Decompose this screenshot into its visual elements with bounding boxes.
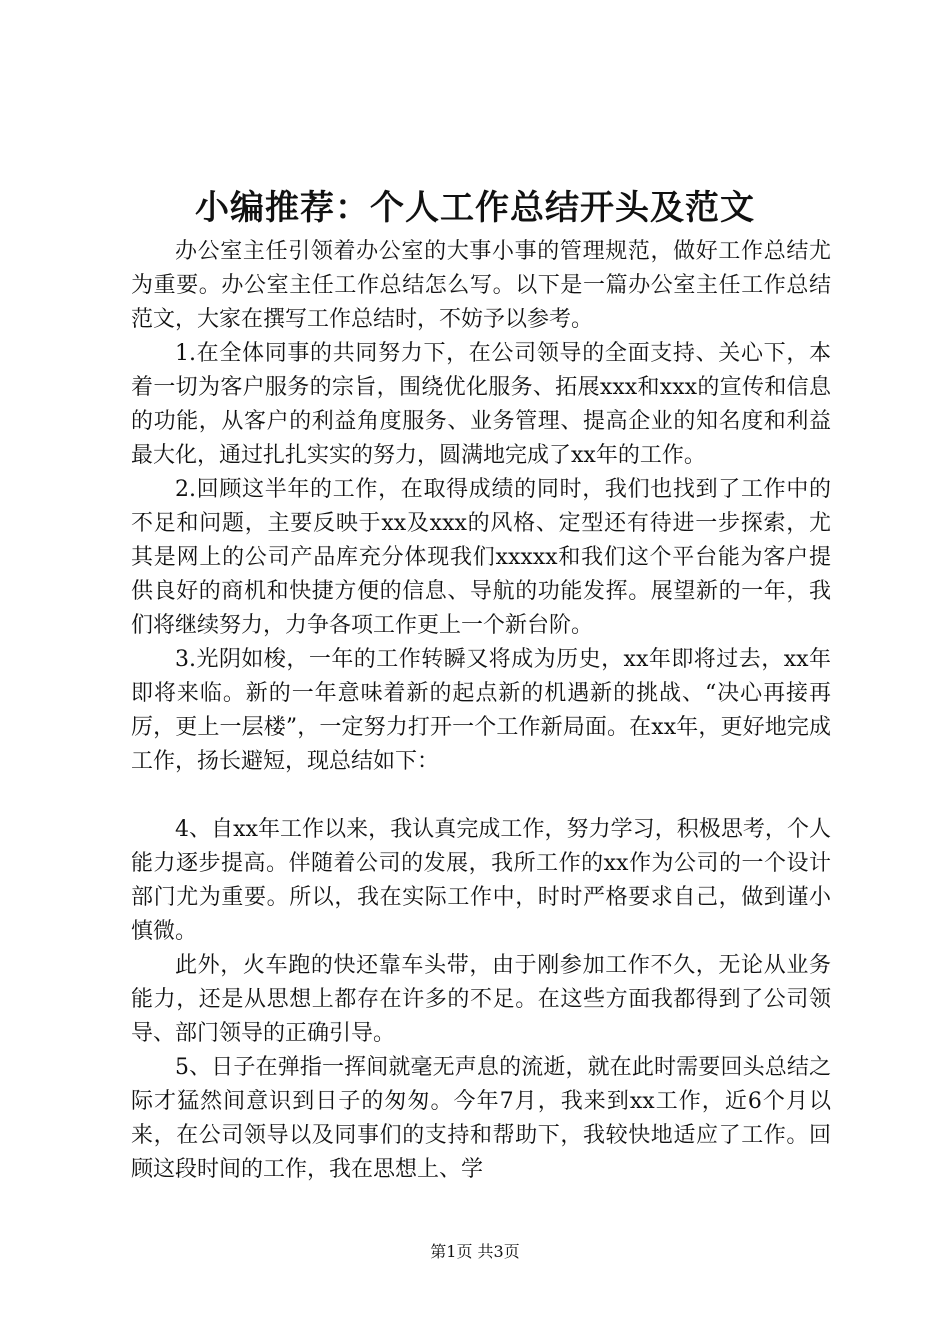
page-number-footer: 第1页 共3页 bbox=[430, 1242, 520, 1261]
document-title: 小编推荐：个人工作总结开头及范文 bbox=[195, 188, 755, 228]
paragraph-additional: 此外，火车跑的快还靠车头带，由于刚参加工作不久，无论从业务能力，还是从思想上都存在许多的不足。在这些方面我都得到了公司领导、部门领导的正确引导。 bbox=[131, 953, 831, 1046]
paragraph-2: 2.回顾这半年的工作，在取得成绩的同时，我们也找到了工作中的不足和问题，主要反映于xx及xxx的风格、定型还有待进一步探索，尤其是网上的公司产品库充分体现我们xxxxx和我们这个平台能为客户提供良好的商机和快捷方便的信息、导航的功能发挥。展望新的一年，我们将继续努力，力争各项工作更上一个新台阶。 bbox=[131, 477, 831, 638]
paragraph-spacer bbox=[131, 779, 831, 813]
paragraph-1: 1.在全体同事的共同努力下，在公司领导的全面支持、关心下，本着一切为客户服务的宗旨，围绕优化服务、拓展xxx和xxx的宣传和信息的功能，从客户的利益角度服务、业务管理、提高企业的知名度和利益最大化，通过扎扎实实的努力，圆满地完成了xx年的工作。 bbox=[131, 341, 831, 468]
paragraph-3: 3.光阴如梭，一年的工作转瞬又将成为历史，xx年即将过去，xx年即将来临。新的一年意味着新的起点新的机遇新的挑战、“决心再接再厉，更上一层楼”，一定努力打开一个工作新局面。在xx年，更好地完成工作，扬长避短，现总结如下： bbox=[131, 647, 831, 774]
intro-paragraph: 办公室主任引领着办公室的大事小事的管理规范，做好工作总结尤为重要。办公室主任工作总结怎么写。以下是一篇办公室主任工作总结范文，大家在撰写工作总结时，不妨予以参考。 bbox=[131, 239, 831, 332]
paragraph-4: 4、自xx年工作以来，我认真完成工作，努力学习，积极思考，个人能力逐步提高。伴随着公司的发展，我所工作的xx作为公司的一个设计部门尤为重要。所以，我在实际工作中，时时严格要求自己，做到谨小慎微。 bbox=[131, 817, 831, 944]
paragraph-5: 5、日子在弹指一挥间就毫无声息的流逝，就在此时需要回头总结之际才猛然间意识到日子的匆匆。今年7月，我来到xx工作，近6个月以来，在公司领导以及同事们的支持和帮助下，我较快地适应了工作。回顾这段时间的工作，我在思想上、学 bbox=[131, 1055, 831, 1182]
document-body bbox=[131, 235, 831, 1187]
